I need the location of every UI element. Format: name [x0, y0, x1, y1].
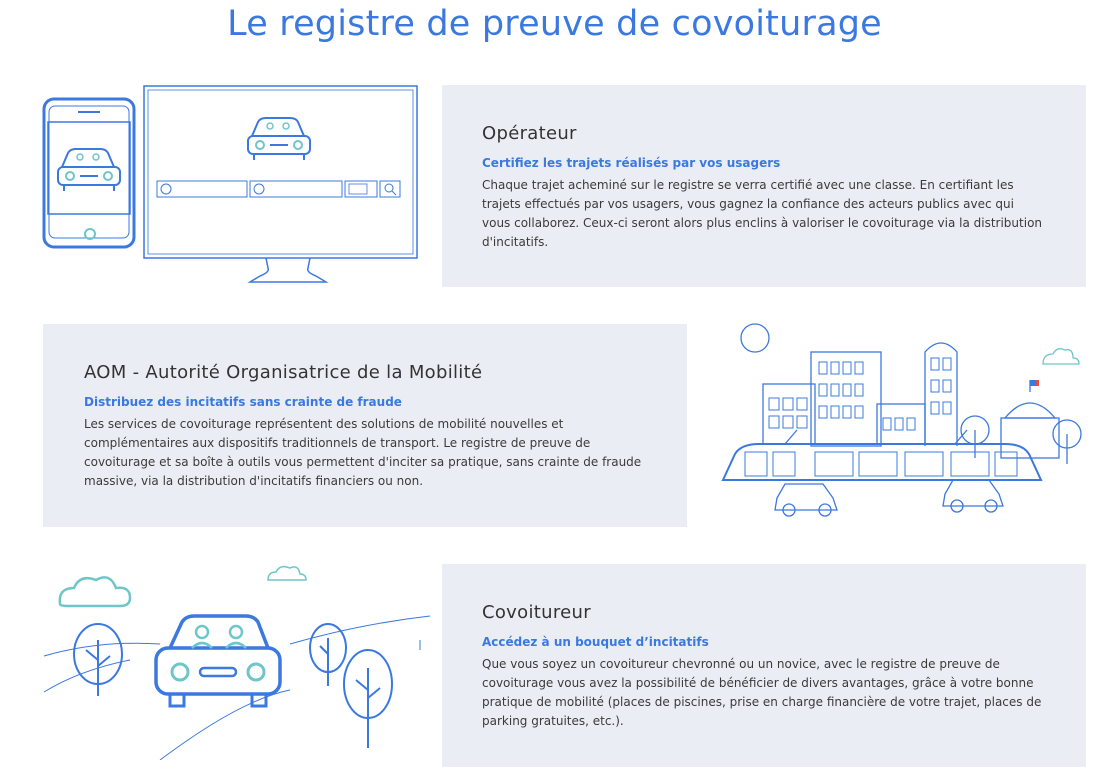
car-icon [58, 149, 120, 191]
phone-and-monitor-illustration [40, 84, 450, 290]
page-title: Le registre de preuve de covoiturage [227, 4, 882, 44]
section-body: Les services de covoiturage représentent des solutions de mobilité nouvelles et complémentaires aux dispositifs traditionnels de transport. Le registre de preuve de covoiturage et sa boîte à outils vous permettent d'inciter sa pratique, sans crainte de fraude massive, via la distribution d'incitatifs financiers ou non. [84, 417, 642, 488]
section-subtitle: Certifiez les trajets réalisés par vos usagers [482, 156, 781, 170]
section-body: Chaque trajet acheminé sur le registre se verra certifié avec une classe. En certifiant les trajets effectués par vos usagers, vous gagnez la confiance des acteurs publics avec qui vous collaborez. Ceux-ci seront alors plus enclins à valoriser le covoiturage via la distribution d'incitatifs. [482, 178, 1043, 249]
section-body: Que vous soyez un covoitureur chevronné ou un novice, avec le registre de preuve de covoiturage vous avez la possibilité de bénéficier de divers avantages, grâce à votre bonne pratique de mobilité (places de piscines, prise en charge financière de votre trajet, places de parking gratuites, etc.). [482, 657, 1042, 728]
tram-icon [723, 430, 1041, 480]
section-aom [43, 324, 687, 527]
section-title: Covoitureur [482, 602, 591, 623]
section-title: Opérateur [482, 123, 577, 144]
car-road-illustration [40, 560, 435, 760]
car-icon [775, 480, 1003, 516]
city-tram-illustration [705, 318, 1090, 528]
car-icon [248, 118, 310, 160]
section-subtitle: Accédez à un bouquet d’incitatifs [482, 635, 709, 649]
section-operateur [442, 85, 1086, 287]
car-icon [156, 616, 280, 706]
section-subtitle: Distribuez des incitatifs sans crainte de fraude [84, 395, 402, 409]
section-title: AOM - Autorité Organisatrice de la Mobilité [84, 362, 483, 383]
section-covoitureur [442, 564, 1086, 767]
